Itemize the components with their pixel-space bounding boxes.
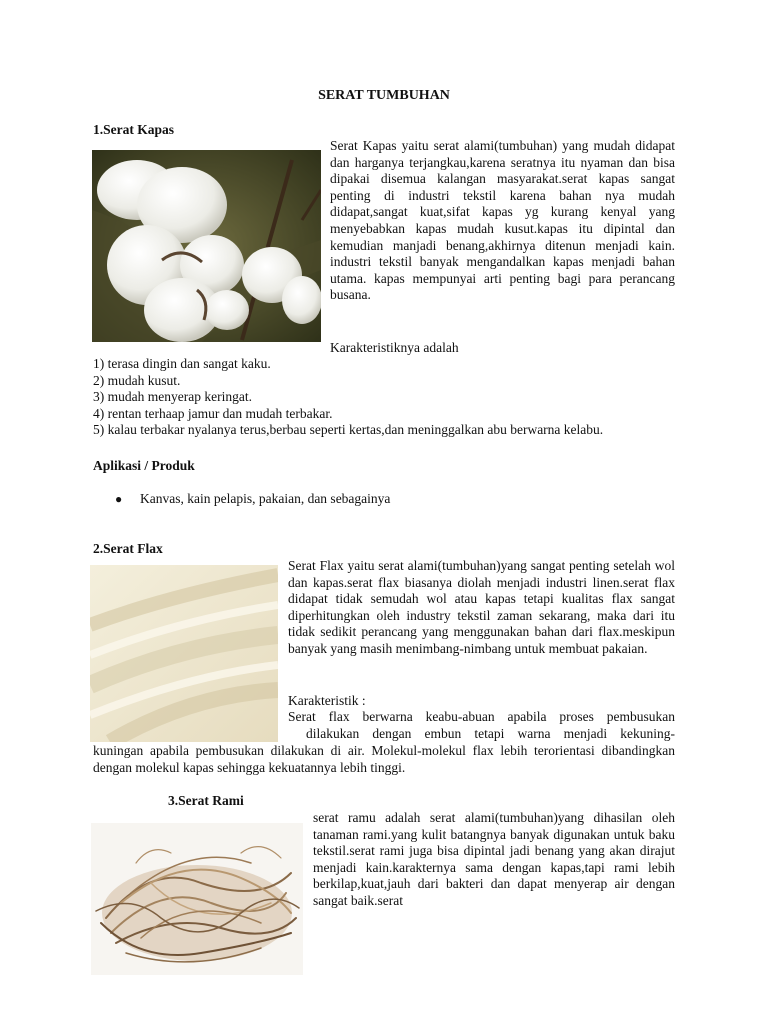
page-title: SERAT TUMBUHAN — [318, 88, 450, 103]
application-item: Kanvas, kain pelapis, pakaian, dan sebagainya — [140, 491, 391, 506]
flax-characteristic-text: kuningan apabila pembusukan dilakukan di air. Molekul-molekul flax lebih terorientasi dibandingkan dengan molekul kapas sehingga kekuatannya lebih tinggi. — [93, 743, 675, 775]
section-heading-aplikasi: Aplikasi / Produk — [93, 458, 195, 473]
kapas-characteristics-label: Karakteristiknya adalah — [330, 340, 459, 355]
flax-characteristic-line: Serat flax berwarna keabu-abuan apabila proses pembusukan — [288, 709, 675, 724]
section-heading-flax: 2.Serat Flax — [93, 541, 163, 556]
characteristic-item: 2) mudah kusut. — [93, 373, 181, 388]
characteristic-item: 4) rentan terhaap jamur dan mudah terbakar. — [93, 406, 333, 421]
characteristic-item: 1) terasa dingin dan sangat kaku. — [93, 356, 271, 371]
section-heading-rami: 3.Serat Rami — [168, 793, 244, 808]
rami-fiber-image — [91, 823, 303, 975]
kapas-intro-text: Serat Kapas yaitu serat alami(tumbuhan) yang mudah didapat dan harganya terjangkau,karena seratnya itu nyaman dan bisa dipakai disemua kalangan masyarakat.serat kapas sangat penting di industri tekstil karena bahan nya mudah didapat,sangat kuat,sifat kapas yg kurang kenyal yang menyebabkan kapas mudah kusut.kapas itu dipintal dan kemudian manjadi benang,akhirnya ditenun menjadi kain. industri tekstil banyak mengandalkan kapas menjadi bahan utama. kapas mempunyai arti penting bagi para perancang busana. — [330, 138, 675, 303]
rami-intro-text: serat ramu adalah serat alami(tumbuhan)yang dihasilan oleh tanaman rami.yang kulit batangnya banyak digunakan untuk baku tekstil.serat rami juga bisa dipintal jadi benang yang akan dirajut menjadi kain.karakternya sama dengan kapas,tapi rami lebih berkilap,kuat,jauh dari bakteri dan dapat menyerap air dengan sangat baik.serat — [313, 810, 675, 908]
flax-intro-text: Serat Flax yaitu serat alami(tumbuhan)yang sangat penting setelah wol dan kapas.serat flax biasanya diolah menjadi industri linen.serat flax didapat tidak semudah wol atau kapas tetapi kualitas flax sangat diperhitungkan oleh industry tekstil zaman sekarang, maka dari itu tidak sedikit perancang yang menggunakan bahan dari flax.meskipun banyak yang masih menimbang-nimbang untuk membuat pakaian. — [288, 558, 675, 656]
flax-characteristics-label: Karakteristik : — [288, 693, 366, 708]
bullet-icon: ● — [115, 492, 123, 506]
section-heading-kapas: 1.Serat Kapas — [93, 122, 174, 137]
flax-characteristic-line: dilakukan dengan embun tetapi warna menjadi kekuning- — [306, 726, 675, 741]
characteristic-item: 5) kalau terbakar nyalanya terus,berbau seperti kertas,dan meninggalkan abu berwarna kelabu. — [93, 422, 604, 437]
flax-fabric-image — [90, 565, 278, 742]
characteristic-item: 3) mudah menyerap keringat. — [93, 389, 252, 404]
cotton-image — [92, 150, 321, 342]
